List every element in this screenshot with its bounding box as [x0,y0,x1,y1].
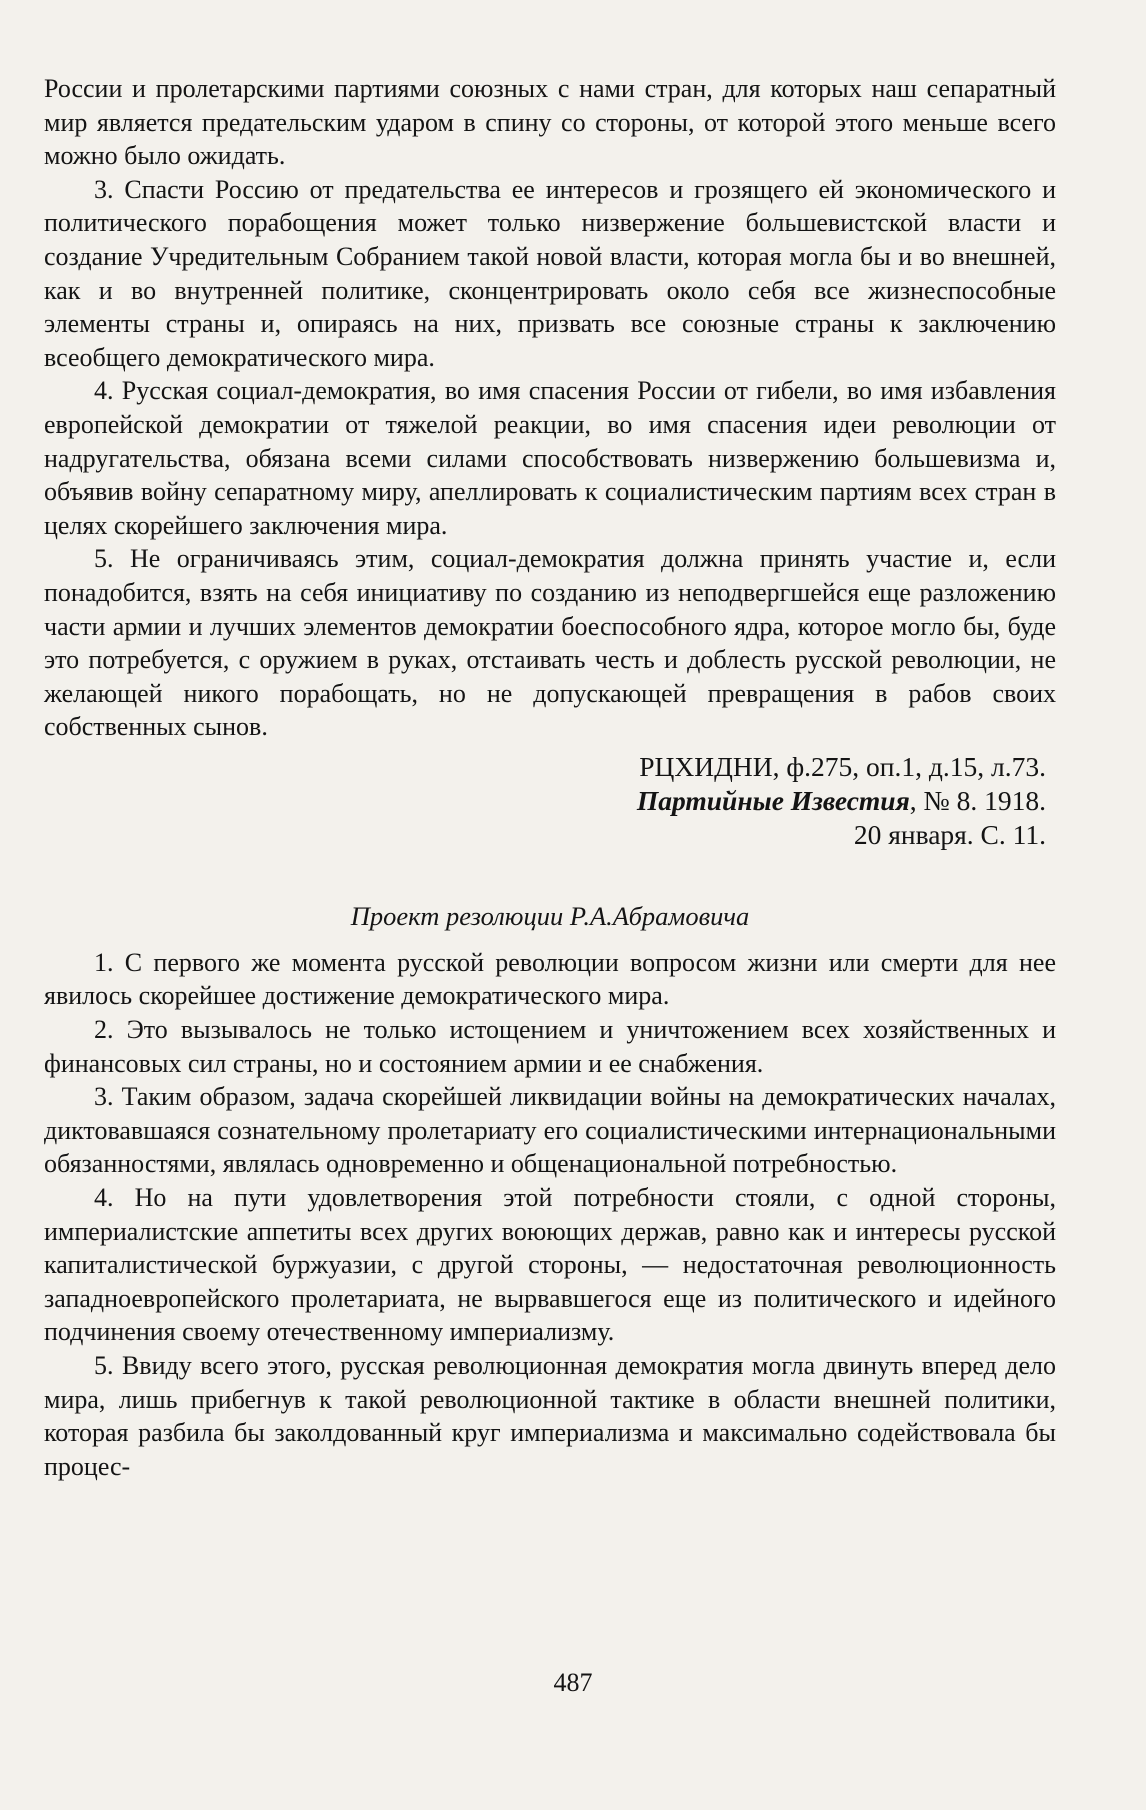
point-5-paragraph: 5. Не ограничиваясь этим, социал-демократия должна принять участие и, если понадобится, взять на себя инициативу по созданию из неподвергшейся еще разложению части армии и лучших элементов демократии боеспособного ядра, которое могло бы, буде это потребуется, с оружием в руках, отстаивать честь и доблесть русской революции, не желающей никого порабощать, но не допускающей превращения в рабов своих собственных сынов. [44,544,1056,742]
resolution-point-1: 1. С первого же момента русской революции вопросом жизни или смерти для нее явилось скорейшее достижение демократического мира. [44,947,1056,1011]
resolution-point-2: 2. Это вызывалось не только истощением и уничтожением всех хозяйственных и финансовых сил страны, но и состоянием армии и ее снабжения. [44,1015,1056,1078]
resolution-point-3: 3. Таким образом, задача скорейшей ликвидации войны на демократических началах, диктовавшаяся сознательному пролетариату его социалистическими интернациональными обязанностями, являлась одновременно и общенациональной потребностью. [44,1082,1056,1179]
source-citation [44,750,1056,852]
publication-reference [44,784,1046,818]
publication-date-page: 20 января. С. 11. [853,818,1046,850]
resolution-point-4: 4. Но на пути удовлетворения этой потребности стояли, с одной стороны, империалистские аппетиты всех других воюющих держав, равно как и интересы русской капиталистической буржуазии, с другой стороны, — недостаточная революционность западноевропейского пролетариата, не вырвавшегося еще из политического и идейного подчинения своему отечественному империализму. [44,1183,1056,1347]
publication-title: Партийные Известия [636,784,910,816]
document-page [44,72,1056,1483]
section-heading: Проект резолюции Р.А.Абрамовича [350,900,750,931]
point-3-paragraph: 3. Спасти Россию от предательства ее интересов и грозящего ей экономического и политического порабощения может только низвержение большевистской власти и создание Учредительным Собранием такой новой власти, которая могла бы и во внешней, как и во внутренней политике, сконцентрировать около себя все жизнеспособные элементы страны и, опираясь на них, призвать все союзные страны к заключению всеобщего демократического мира. [44,174,1056,372]
page-number: 487 [553,1668,593,1697]
archive-reference: РЦХИДНИ, ф.275, оп.1, д.15, л.73. [639,750,1046,782]
publication-issue: , № 8. 1918. [909,784,1046,816]
continuation-paragraph: России и пролетарскими партиями союзных с нами стран, для которых наш сепаратный мир является предательским ударом в спину со стороны, от которой этого меньше всего можно было ожидать. [44,74,1056,171]
point-4-paragraph: 4. Русская социал-демократия, во имя спасения России от гибели, во имя избавления европейской демократии от тяжелой реакции, во имя спасения идеи революции от надругательства, обязана всеми силами способствовать низвержению большевизма и, объявив войну сепаратному миру, апеллировать к социалистическим партиям всех стран в целях скорейшего заключения мира. [44,376,1056,540]
resolution-point-5: 5. Ввиду всего этого, русская революционная демократия могла двинуть вперед дело мира, лишь прибегнув к такой революционной тактике в области внешней политики, которая разбила бы заколдованный круг империализма и максимально содействовала бы процес- [44,1351,1056,1481]
